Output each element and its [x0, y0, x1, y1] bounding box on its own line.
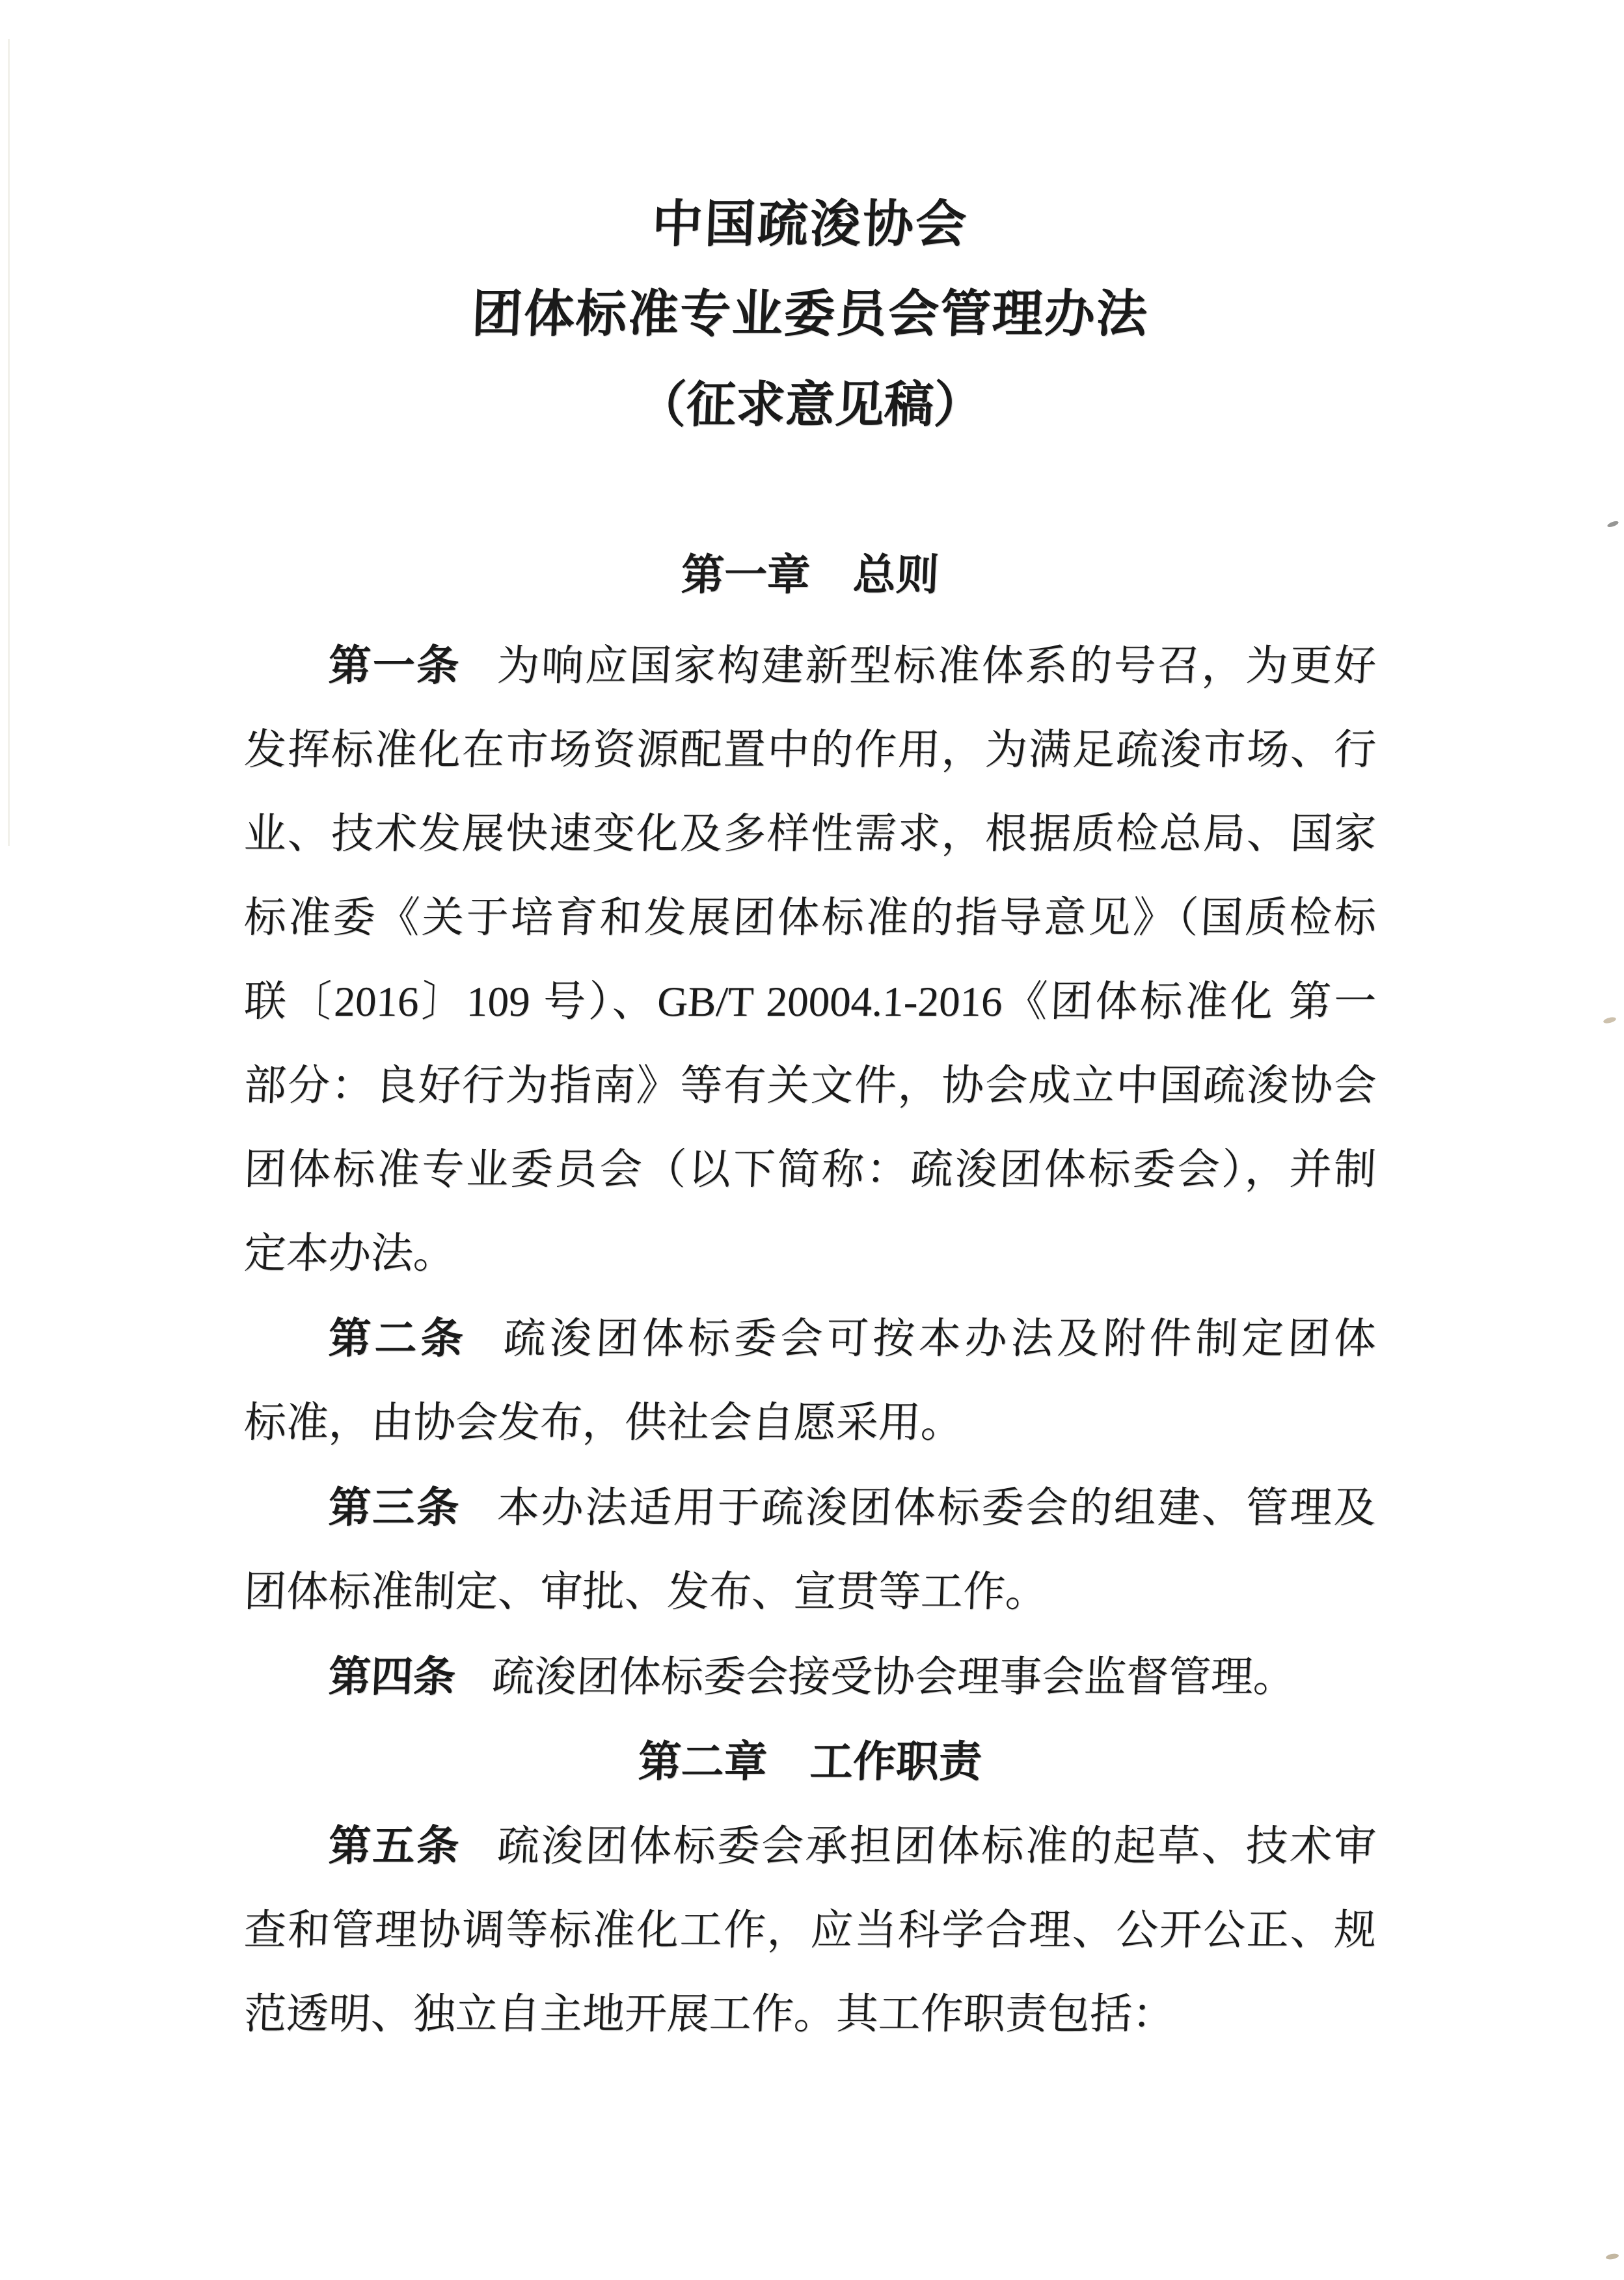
scan-speck-artifact [1603, 1016, 1616, 1025]
chapter-1-heading: 第一章 总则 [680, 550, 940, 599]
article-3-text: 本办法适用于疏浚团体标委会的组建、管理及 [496, 1485, 1377, 1532]
doc-title-draft-note: （征求意见稿） [636, 378, 984, 433]
scan-edge-artifact [8, 39, 10, 846]
article-2-number: 第二条 [327, 1314, 468, 1362]
article-5-number: 第五条 [327, 1822, 462, 1869]
article-1-line-1 [242, 623, 1377, 709]
article-5-line-2: 查和管理协调等标准化工作，应当科学合理、公开公正、规 [243, 1907, 1377, 1954]
article-3-line-1 [242, 1465, 1377, 1551]
article-2-text: 疏浚团体标委会可按本办法及附件制定团体 [502, 1316, 1377, 1363]
article-1-text: 为响应国家构建新型标准体系的号召，为更好 [496, 643, 1377, 690]
article-4-number: 第四条 [327, 1653, 457, 1700]
scan-speck-artifact [1606, 520, 1619, 528]
article-1-line-8: 定本办法。 [243, 1230, 457, 1277]
article-4-text: 疏浚团体标委会接受协会理事会监督管理。 [491, 1654, 1297, 1701]
article-5-line-3: 范透明、独立自主地开展工作。其工作职责包括： [243, 1991, 1176, 2038]
article-1-line-4: 标准委《关于培育和发展团体标准的指导意见》（国质检标 [243, 895, 1377, 942]
chapter-2-heading: 第二章 工作职责 [637, 1737, 983, 1785]
article-2-line-1 [242, 1296, 1377, 1381]
article-4-line-1 [242, 1635, 1377, 1720]
article-3-number: 第三条 [327, 1484, 462, 1531]
article-1-line-6: 部分：良好行为指南》等有关文件，协会成立中国疏浚协会 [243, 1063, 1377, 1109]
doc-title-organization: 中国疏浚协会 [651, 196, 969, 252]
article-2-line-2: 标准，由协会发布，供社会自愿采用。 [243, 1400, 964, 1446]
article-5-text: 疏浚团体标委会承担团体标准的起草、技术审 [496, 1823, 1377, 1870]
article-1-line-5: 联〔2016〕109 号）、GB/T 20004.1-2016《团体标准化 第一 [243, 979, 1377, 1025]
article-1-line-2: 发挥标准化在市场资源配置中的作用，为满足疏浚市场、行 [243, 727, 1377, 774]
article-1-number: 第一条 [327, 642, 462, 689]
scan-speck-artifact [1605, 2253, 1619, 2260]
doc-title-main: 团体标准专业委员会管理办法 [470, 286, 1150, 342]
document-content [244, 0, 1376, 2057]
article-1-line-3: 业、技术发展快速变化及多样性需求，根据质检总局、国家 [243, 811, 1377, 858]
article-1-line-7: 团体标准专业委员会（以下简称：疏浚团体标委会），并制 [243, 1147, 1377, 1193]
article-3-line-2: 团体标准制定、审批、发布、宣贯等工作。 [243, 1569, 1049, 1616]
article-5-line-1 [242, 1804, 1377, 1889]
